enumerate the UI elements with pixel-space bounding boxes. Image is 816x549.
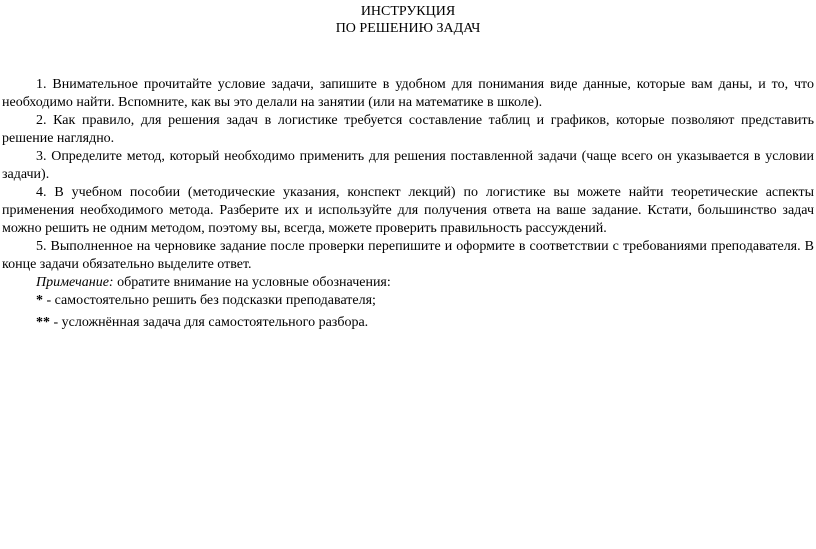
instruction-5: 5. Выполненное на черновике задание после проверки перепишите и оформите в соответствии с требованиями преподавателя. В конце задачи обязательно выделите ответ. [2,239,814,272]
instruction-1: 1. Внимательное прочитайте условие задачи, запишите в удобном для понимания виде данные, которые вам даны, и то, что необходимо найти. Вспомните, как вы это делали на занятии (или на математике в школе). [2,77,814,110]
note-item-1-text: - самостоятельно решить без подсказки преподавателя; [43,293,376,308]
note-item-1-symbol: * [36,293,43,308]
note-item-2 [2,314,814,332]
title-line-1: ИНСТРУКЦИЯ [360,4,456,19]
note-item-1 [2,292,814,310]
instructions-body [2,76,814,332]
note-text: обратите внимание на условные обозначения: [113,275,391,290]
note-item-2-text: - усложнённая задача для самостоятельного разбора. [50,315,369,330]
title-line-2: ПО РЕШЕНИЮ ЗАДАЧ [335,21,481,36]
instruction-3: 3. Определите метод, который необходимо применить для решения поставленной задачи (чаще всего он указывается в условии задачи). [2,149,814,182]
instruction-4: 4. В учебном пособии (методические указания, конспект лекций) по логистике вы можете найти теоретические аспекты применения необходимого метода. Разберите их и используйте для получения ответа на ваше задание. Кстати, большинство задач можно решить не одним методом, поэтому вы, всегда, можете проверить правильность рассуждений. [2,185,814,236]
note-line [2,274,814,292]
note-label: Примечание: [36,275,114,290]
instruction-2: 2. Как правило, для решения задач в логистике требуется составление таблиц и графиков, которые позволяют представить решение наглядно. [2,113,814,146]
document-title [0,3,816,37]
note-item-2-symbol: ** [36,315,50,330]
